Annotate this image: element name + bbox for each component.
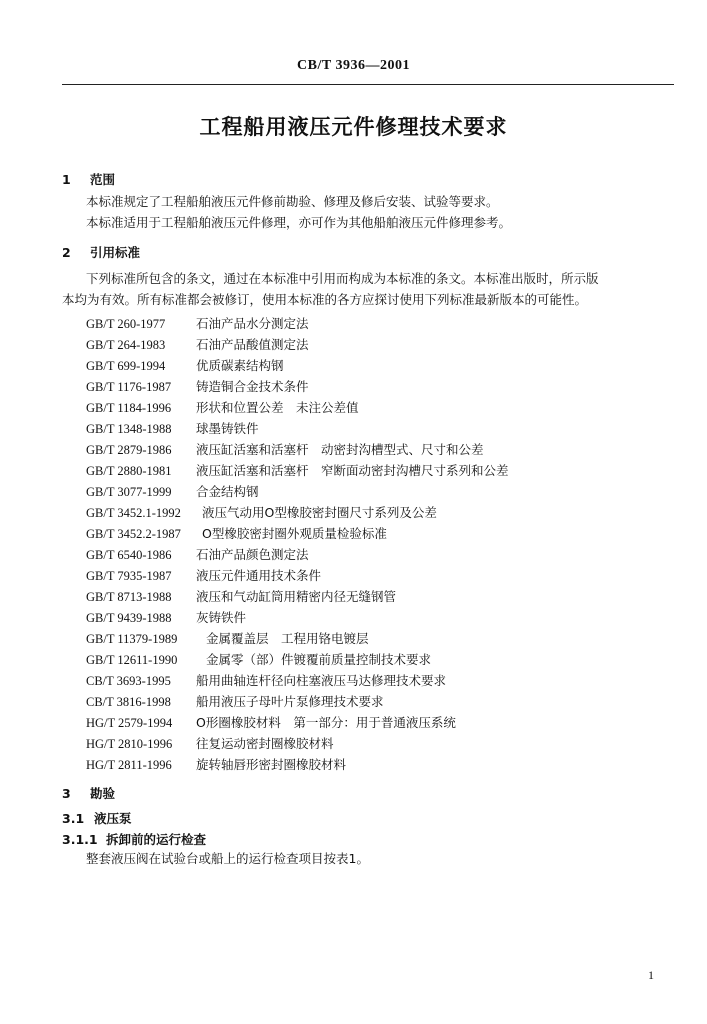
standard-code: GB/T 9439-1988 — [86, 611, 172, 625]
standard-name: O型橡胶密封圈外观质量检验标准 — [202, 526, 387, 541]
standard-name: 形状和位置公差 未注公差值 — [196, 400, 359, 415]
standard-name: 铸造铜合金技术条件 — [196, 379, 309, 394]
reference-item — [86, 355, 284, 374]
reference-item — [86, 460, 509, 479]
standard-code: HG/T 2810-1996 — [86, 737, 173, 751]
section-title: 引用标准 — [90, 245, 141, 260]
standard-name: 液压元件通用技术条件 — [196, 568, 322, 583]
reference-item — [86, 544, 309, 563]
reference-item — [86, 523, 387, 542]
standard-name: 液压和气动缸筒用精密内径无缝钢管 — [196, 589, 397, 604]
section-number: 3.1 — [62, 811, 85, 826]
standard-code: GB/T 12611-1990 — [86, 653, 178, 667]
reference-item — [86, 481, 259, 500]
standard-code: CB/T 3693-1995 — [86, 674, 171, 688]
reference-item — [86, 754, 346, 773]
standard-code: GB/T 699-1994 — [86, 359, 166, 373]
standard-code: GB/T 1348-1988 — [86, 422, 172, 436]
reference-item — [86, 607, 246, 626]
standard-code: GB/T 7935-1987 — [86, 569, 172, 583]
standard-code: HG/T 2811-1996 — [86, 758, 172, 772]
reference-item — [86, 712, 456, 731]
section-2-heading — [62, 243, 140, 261]
section-number: 3.1.1 — [62, 832, 98, 847]
section-1-paragraph-2: 本标准适用于工程船舶液压元件修理，亦可作为其他船舶液压元件修理参考。 — [86, 215, 512, 230]
page-number: 1 — [648, 968, 654, 982]
section-2-intro-line-2: 本均为有效。所有标准都会被修订，使用本标准的各方应探讨使用下列标准最新版本的可能性。 — [62, 292, 588, 307]
standard-name: O形圈橡胶材料 第一部分：用于普通液压系统 — [196, 715, 456, 730]
section-title: 拆卸前的运行检查 — [106, 832, 207, 847]
section-1-paragraph-1: 本标准规定了工程船舶液压元件修前勘验、修理及修后安装、试验等要求。 — [86, 194, 499, 209]
standard-code: GB/T 1184-1996 — [86, 401, 172, 415]
reference-item — [86, 439, 484, 458]
section-number: 1 — [62, 172, 71, 187]
standard-name: 往复运动密封圈橡胶材料 — [196, 736, 334, 751]
section-3-paragraph: 整套液压阀在试验台或船上的运行检查项目按表1。 — [86, 851, 369, 866]
reference-item — [86, 397, 359, 416]
standard-code: HG/T 2579-1994 — [86, 716, 173, 730]
standard-code: GB/T 11379-1989 — [86, 632, 178, 646]
reference-item — [86, 691, 384, 710]
standard-name: 石油产品水分测定法 — [196, 316, 309, 331]
section-title: 勘验 — [90, 786, 116, 801]
standard-name: 金属覆盖层 工程用铬电镀层 — [206, 631, 369, 646]
standard-name: 旋转轴唇形密封圈橡胶材料 — [196, 757, 347, 772]
standard-code: GB/T 2879-1986 — [86, 443, 172, 457]
reference-item — [86, 313, 309, 332]
standard-name: 液压缸活塞和活塞杆 动密封沟槽型式、尺寸和公差 — [196, 442, 484, 457]
document-title: 工程船用液压元件修理技术要求 — [199, 115, 508, 139]
section-3-1-heading — [62, 809, 132, 827]
reference-item — [86, 418, 259, 437]
reference-item — [86, 628, 369, 647]
standard-code: GB/T 1176-1987 — [86, 380, 172, 394]
section-3-heading — [62, 784, 115, 802]
standard-code: GB/T 2880-1981 — [86, 464, 172, 478]
standard-name: 液压缸活塞和活塞杆 窄断面动密封沟槽尺寸系列和公差 — [196, 463, 509, 478]
standard-name: 合金结构钢 — [196, 484, 259, 499]
standard-name: 石油产品颜色测定法 — [196, 547, 309, 562]
section-3-1-1-heading — [62, 830, 206, 848]
section-2-intro-line-1: 下列标准所包含的条文，通过在本标准中引用而构成为本标准的条文。本标准出版时，所示版 — [86, 271, 599, 286]
reference-item — [86, 649, 431, 668]
standard-code: GB/T 264-1983 — [86, 338, 166, 352]
section-number: 3 — [62, 786, 71, 801]
section-title: 范围 — [90, 172, 116, 187]
standard-code: GB/T 260-1977 — [86, 317, 166, 331]
reference-item — [86, 586, 396, 605]
standard-name: 船用曲轴连杆径向柱塞液压马达修理技术要求 — [196, 673, 447, 688]
header-divider — [62, 84, 674, 85]
section-number: 2 — [62, 245, 71, 260]
reference-item — [86, 565, 321, 584]
standard-code: GB/T 3452.1-1992 — [86, 506, 181, 520]
standard-code-header: CB/T 3936—2001 — [297, 58, 410, 73]
standard-name: 优质碳素结构钢 — [196, 358, 284, 373]
standard-name: 球墨铸铁件 — [196, 421, 259, 436]
standard-code: GB/T 8713-1988 — [86, 590, 172, 604]
section-title: 液压泵 — [94, 811, 132, 826]
reference-item — [86, 502, 437, 521]
standard-name: 液压气动用O型橡胶密封圈尺寸系列及公差 — [202, 505, 437, 520]
reference-item — [86, 376, 309, 395]
standard-name: 船用液压子母叶片泵修理技术要求 — [196, 694, 384, 709]
section-1-heading — [62, 170, 115, 188]
standard-code: CB/T 3816-1998 — [86, 695, 171, 709]
standard-code: GB/T 3077-1999 — [86, 485, 172, 499]
standard-name: 灰铸铁件 — [196, 610, 247, 625]
standard-name: 金属零（部）件镀覆前质量控制技术要求 — [206, 652, 432, 667]
standard-code: GB/T 6540-1986 — [86, 548, 172, 562]
standard-name: 石油产品酸值测定法 — [196, 337, 309, 352]
reference-item — [86, 334, 309, 353]
reference-item — [86, 670, 446, 689]
standard-code: GB/T 3452.2-1987 — [86, 527, 181, 541]
reference-item — [86, 733, 334, 752]
